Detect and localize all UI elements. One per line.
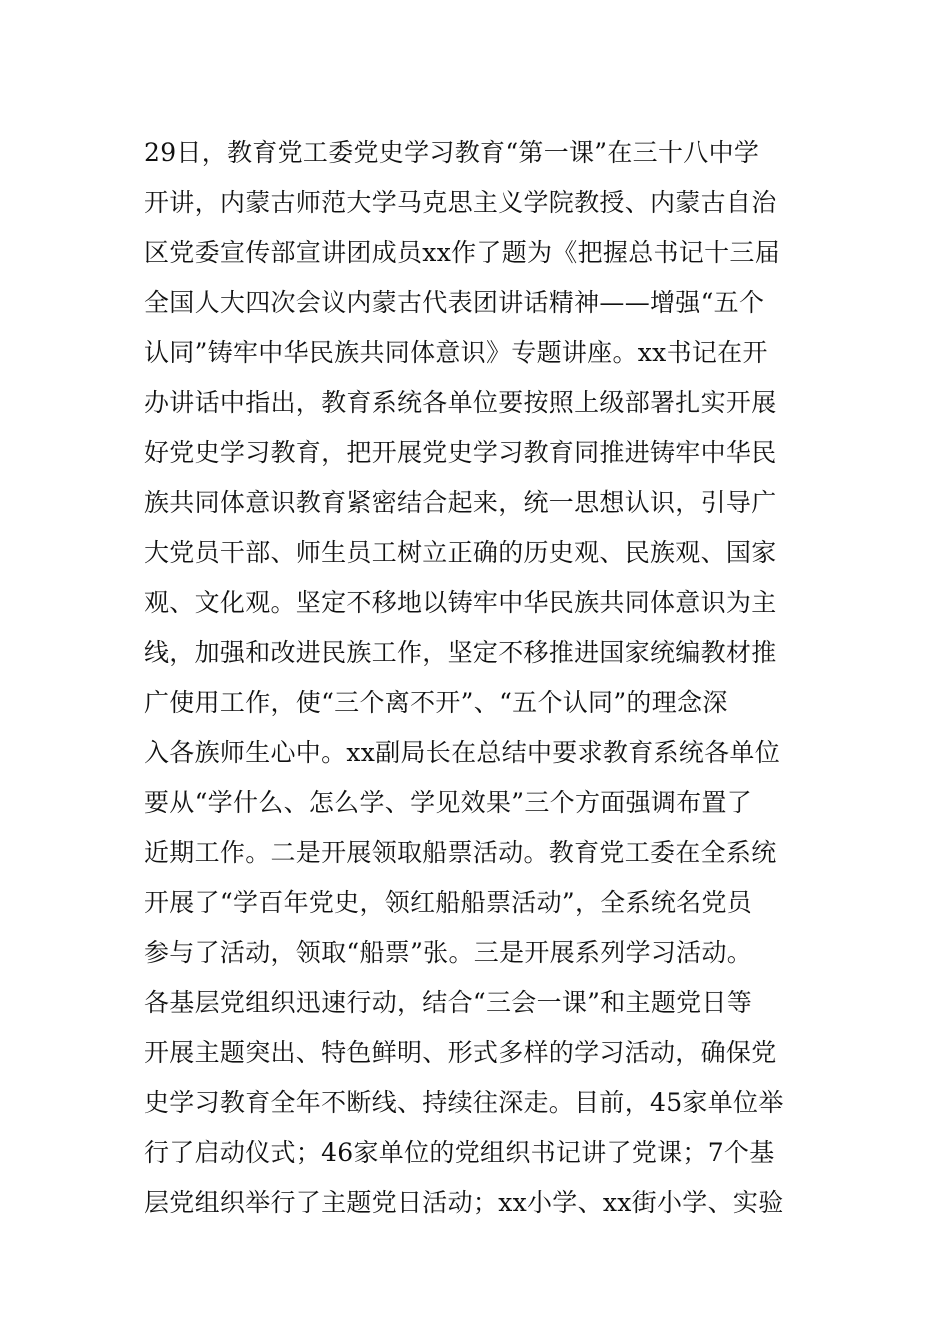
text-line: 入各族师生心中。xx副局长在总结中要求教育系统各单位	[144, 738, 781, 767]
text-line: 近期工作。二是开展领取船票活动。教育党工委在全系统	[144, 838, 777, 867]
text-line: 全国人大四次会议内蒙古代表团讲话精神——增强“五个	[144, 288, 765, 317]
text-line: 29日，教育党工委党史学习教育“第一课”在三十八中学	[144, 138, 760, 167]
text-line: 观、文化观。坚定不移地以铸牢中华民族共同体意识为主	[144, 588, 777, 617]
text-line: 开展主题突出、特色鲜明、形式多样的学习活动，确保党	[144, 1038, 777, 1067]
text-line: 各基层党组织迅速行动，结合“三会一课”和主题党日等	[144, 988, 753, 1017]
body-paragraph	[144, 128, 824, 1228]
text-line: 族共同体意识教育紧密结合起来，统一思想认识，引导广	[144, 488, 777, 517]
text-line: 认同”铸牢中华民族共同体意识》专题讲座。xx书记在开	[144, 338, 768, 367]
text-line: 行了启动仪式；46家单位的党组织书记讲了党课；7个基	[144, 1138, 775, 1167]
text-line: 线，加强和改进民族工作，坚定不移推进国家统编教材推	[144, 638, 777, 667]
text-line: 大党员干部、师生员工树立正确的历史观、民族观、国家	[144, 538, 777, 567]
text-line: 参与了活动，领取“船票”张。三是开展系列学习活动。	[144, 938, 753, 967]
text-line: 开讲，内蒙古师范大学马克思主义学院教授、内蒙古自治	[144, 188, 777, 217]
text-line: 办讲话中指出，教育系统各单位要按照上级部署扎实开展	[144, 388, 777, 417]
text-line: 史学习教育全年不断线、持续往深走。目前，45家单位举	[144, 1088, 784, 1117]
text-line: 开展了“学百年党史，领红船船票活动”，全系统名党员	[144, 888, 753, 917]
text-line: 层党组织举行了主题党日活动；xx小学、xx街小学、实验	[144, 1188, 784, 1217]
text-line: 要从“学什么、怎么学、学见效果”三个方面强调布置了	[144, 788, 753, 817]
text-line: 好党史学习教育，把开展党史学习教育同推进铸牢中华民	[144, 438, 777, 467]
text-line: 广使用工作，使“三个离不开”、“五个认同”的理念深	[144, 688, 728, 717]
text-line: 区党委宣传部宣讲团成员xx作了题为《把握总书记十三届	[144, 238, 781, 267]
